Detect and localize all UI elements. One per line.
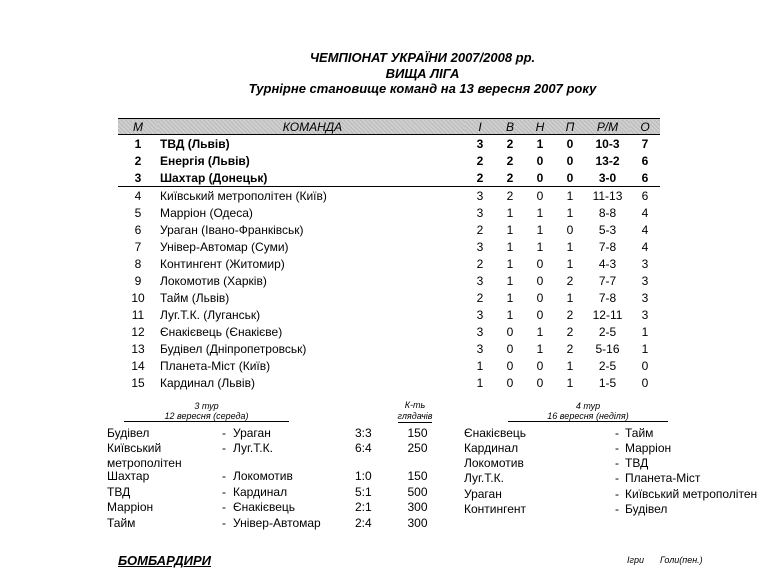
tour3-away-team: Універ-Автомар [233, 516, 321, 530]
row-team: Локомотив (Харків) [160, 273, 267, 288]
row-points: 6 [641, 188, 649, 203]
col-games: І [465, 119, 495, 135]
row-position: 14 [131, 358, 145, 373]
row-position: 5 [134, 205, 142, 220]
spectators-label-1: К-ть [404, 400, 426, 410]
row-goal-diff: 10-3 [595, 136, 620, 151]
tour4-title: 4 тур [575, 401, 601, 411]
row-losses: 0 [566, 153, 574, 168]
row-draws: 0 [536, 188, 544, 203]
row-draws: 0 [536, 153, 544, 168]
row-points: 1 [641, 324, 649, 339]
col-team: КОМАНДА [158, 119, 465, 135]
tour4-home-team: Кардинал [464, 441, 519, 455]
row-draws: 0 [536, 273, 544, 288]
row-draws: 0 [536, 256, 544, 271]
row-goal-diff: 4-3 [598, 256, 617, 271]
row-draws: 1 [536, 136, 544, 151]
scorers-title: БОМБАРДИРИ [118, 553, 212, 568]
tour3-away-team: Локомотив [233, 469, 293, 483]
row-losses: 1 [566, 256, 574, 271]
tour3-spectators: 300 [407, 500, 428, 514]
row-draws: 1 [536, 239, 544, 254]
row-draws: 0 [536, 307, 544, 322]
tour3-header [124, 401, 289, 422]
table-row [118, 323, 660, 340]
row-losses: 0 [566, 136, 574, 151]
standings-header-row [118, 119, 660, 135]
row-draws: 0 [536, 358, 544, 373]
tour4-home-team: Луг.Т.К. [464, 471, 504, 485]
table-row [118, 255, 660, 272]
row-position: 8 [134, 256, 142, 271]
row-team: Луг.Т.К. (Луганськ) [160, 307, 261, 322]
row-wins: 2 [506, 188, 514, 203]
row-position: 7 [134, 239, 142, 254]
row-position: 6 [134, 222, 142, 237]
row-games: 3 [476, 239, 484, 254]
row-wins: 1 [506, 222, 514, 237]
tour3-away-team: Єнакієвець [233, 500, 296, 514]
row-losses: 2 [566, 307, 574, 322]
row-draws: 1 [536, 222, 544, 237]
row-losses: 1 [566, 239, 574, 254]
row-points: 0 [641, 358, 649, 373]
row-team: Планета-Міст (Київ) [160, 358, 271, 373]
tour3-score: 2:4 [355, 516, 372, 530]
row-wins: 1 [506, 290, 514, 305]
match-separator: - [222, 426, 226, 440]
row-goal-diff: 2-5 [598, 358, 617, 373]
row-position: 15 [131, 375, 145, 390]
match-separator: - [222, 500, 226, 514]
scorers-goals-label: Голи(пен.) [660, 555, 703, 565]
row-position: 2 [134, 153, 142, 168]
row-position: 3 [118, 169, 158, 187]
col-draws: Н [525, 119, 555, 135]
row-team: Марріон (Одеса) [160, 205, 253, 220]
row-wins: 0 [506, 375, 514, 390]
row-goal-diff: 2-5 [598, 324, 617, 339]
row-games: 3 [476, 341, 484, 356]
standings-subtitle: Турнірне становище команд на 13 вересня 2007 року [248, 81, 597, 96]
row-games: 3 [476, 307, 484, 322]
tour3-home-team: ТВД [107, 485, 131, 499]
row-goal-diff: 7-8 [598, 239, 617, 254]
row-wins: 0 [506, 341, 514, 356]
row-goal-diff: 7-7 [598, 273, 617, 288]
tour3-score: 2:1 [355, 500, 372, 514]
table-row [118, 187, 660, 205]
table-row [118, 374, 660, 391]
row-goal-diff: 1-5 [598, 375, 617, 390]
table-row [118, 357, 660, 374]
row-team: Шахтар (Донецьк) [158, 169, 465, 187]
row-position: 12 [131, 324, 145, 339]
row-goal-diff: 5-16 [595, 341, 620, 356]
row-points: 6 [630, 169, 660, 187]
match-separator: - [615, 471, 619, 485]
tour3-away-team: Кардинал [233, 485, 288, 499]
tour4-home-team: Контингент [464, 502, 527, 516]
row-goal-diff: 11-13 [592, 188, 623, 203]
row-team: Будівел (Дніпропетровськ) [160, 341, 307, 356]
row-goal-diff: 7-8 [598, 290, 617, 305]
tour4-home-team: Локомотив [464, 456, 524, 470]
row-losses: 1 [566, 205, 574, 220]
row-wins: 1 [506, 239, 514, 254]
row-losses: 1 [566, 188, 574, 203]
row-points: 4 [641, 205, 649, 220]
row-wins: 2 [506, 153, 514, 168]
match-separator: - [615, 502, 619, 516]
row-losses: 0 [555, 169, 585, 187]
row-games: 2 [476, 222, 484, 237]
row-wins: 0 [506, 358, 514, 373]
tour3-score: 5:1 [355, 485, 372, 499]
tour3-home-team: Тайм [107, 516, 136, 530]
row-goal-diff: 5-3 [598, 222, 617, 237]
tour3-title: 3 тур [194, 401, 219, 411]
row-games: 3 [476, 324, 484, 339]
row-games: 2 [476, 290, 484, 305]
match-separator: - [222, 469, 226, 483]
row-draws: 1 [536, 205, 544, 220]
row-wins: 1 [506, 256, 514, 271]
table-row [118, 169, 660, 187]
row-draws: 0 [525, 169, 555, 187]
tour3-score: 6:4 [355, 441, 372, 455]
row-games: 1 [476, 358, 484, 373]
row-losses: 1 [566, 375, 574, 390]
spectators-label-2: глядачів [397, 411, 433, 421]
row-position: 13 [131, 341, 145, 356]
row-team: Енергія (Львів) [160, 153, 250, 168]
row-position: 10 [131, 290, 145, 305]
row-games: 1 [476, 375, 484, 390]
row-games: 2 [476, 153, 484, 168]
row-losses: 1 [566, 358, 574, 373]
tour4-away-team: Марріон [625, 441, 672, 455]
row-position: 4 [134, 188, 142, 203]
row-games: 2 [476, 256, 484, 271]
tour3-date: 12 вересня (середа) [124, 411, 289, 422]
row-position: 9 [134, 273, 142, 288]
row-losses: 2 [566, 341, 574, 356]
match-separator: - [615, 426, 619, 440]
match-separator: - [222, 485, 226, 499]
col-losses: П [555, 119, 585, 135]
row-points: 3 [641, 273, 649, 288]
tour4-away-team: Будівел [625, 502, 668, 516]
row-points: 7 [641, 136, 649, 151]
tour3-spectators: 150 [407, 426, 428, 440]
row-points: 3 [641, 307, 649, 322]
tour3-home-team: Будівел [107, 426, 150, 440]
tour4-home-team: Ураган [464, 487, 502, 501]
row-wins: 1 [506, 273, 514, 288]
row-team: Тайм (Львів) [160, 290, 230, 305]
row-wins: 2 [506, 136, 514, 151]
col-goal-diff: Р/М [585, 119, 630, 135]
tour4-away-team: Тайм [625, 426, 654, 440]
tour3-spectators: 150 [407, 469, 428, 483]
match-separator: - [615, 456, 619, 470]
tour3-spectators: 250 [407, 441, 428, 455]
row-points: 4 [641, 222, 649, 237]
row-goal-diff: 3-0 [585, 169, 630, 187]
row-games: 3 [476, 136, 484, 151]
col-wins: В [495, 119, 525, 135]
row-draws: 0 [536, 375, 544, 390]
table-row [118, 340, 660, 357]
row-games: 2 [465, 169, 495, 187]
table-row [118, 238, 660, 255]
tour3-home-team: Шахтар [107, 469, 150, 483]
row-team: Кардинал (Львів) [160, 375, 255, 390]
row-team: Контингент (Житомир) [160, 256, 285, 271]
tour4-away-team: Планета-Міст [625, 471, 701, 485]
col-position: М [118, 119, 158, 135]
row-draws: 1 [536, 324, 544, 339]
tour3-spectators: 500 [407, 485, 428, 499]
tour4-home-team: Єнакієвець [464, 426, 527, 440]
league-title: ВИЩА ЛІГА [385, 66, 460, 81]
championship-title: ЧЕМПІОНАТ УКРАЇНИ 2007/2008 рр. [309, 50, 536, 65]
row-losses: 1 [566, 290, 574, 305]
row-wins: 0 [506, 324, 514, 339]
scorers-games-label: Ігри [627, 555, 644, 565]
table-row [118, 289, 660, 306]
tour4-away-team: Київський метрополітен [625, 487, 758, 501]
tour3-home-team: Київський метрополітен [107, 441, 182, 470]
row-losses: 2 [566, 324, 574, 339]
row-points: 3 [641, 290, 649, 305]
tour3-score: 3:3 [355, 426, 372, 440]
tour4-away-team: ТВД [625, 456, 649, 470]
row-team: Ураган (Івано-Франківськ) [160, 222, 304, 237]
match-separator: - [615, 487, 619, 501]
tour3-away-team: Луг.Т.К. [233, 441, 273, 455]
table-row [118, 135, 660, 153]
row-position: 11 [131, 307, 145, 322]
row-team: Єнакієвець (Єнакієве) [160, 324, 283, 339]
row-points: 6 [641, 153, 649, 168]
row-goal-diff: 8-8 [598, 205, 617, 220]
row-draws: 1 [536, 341, 544, 356]
tour4-header [508, 401, 668, 422]
row-games: 3 [476, 273, 484, 288]
row-wins: 2 [495, 169, 525, 187]
tour4-date: 16 вересня (неділя) [508, 411, 668, 422]
row-losses: 0 [566, 222, 574, 237]
row-losses: 2 [566, 273, 574, 288]
row-wins: 1 [506, 205, 514, 220]
table-row [118, 221, 660, 238]
table-row [118, 204, 660, 221]
row-team: Універ-Автомар (Суми) [160, 239, 289, 254]
row-draws: 0 [536, 290, 544, 305]
row-goal-diff: 13-2 [595, 153, 620, 168]
table-row [118, 152, 660, 169]
col-points: О [630, 119, 660, 135]
row-games: 3 [476, 188, 484, 203]
row-team: ТВД (Львів) [160, 136, 230, 151]
tour3-home-team: Марріон [107, 500, 154, 514]
table-row [118, 306, 660, 323]
row-points: 4 [641, 239, 649, 254]
row-wins: 1 [506, 307, 514, 322]
match-separator: - [222, 516, 226, 530]
spectators-header [380, 400, 450, 423]
tour3-away-team: Ураган [233, 426, 271, 440]
match-separator: - [615, 441, 619, 455]
match-separator: - [222, 441, 226, 455]
row-games: 3 [476, 205, 484, 220]
row-goal-diff: 12-11 [592, 307, 623, 322]
tour3-spectators: 300 [407, 516, 428, 530]
standings-table [118, 118, 660, 391]
tour3-score: 1:0 [355, 469, 372, 483]
table-row [118, 272, 660, 289]
row-points: 1 [641, 341, 649, 356]
row-points: 3 [641, 256, 649, 271]
row-points: 0 [641, 375, 649, 390]
row-position: 1 [134, 136, 142, 151]
row-team: Київський метрополітен (Київ) [160, 188, 327, 203]
